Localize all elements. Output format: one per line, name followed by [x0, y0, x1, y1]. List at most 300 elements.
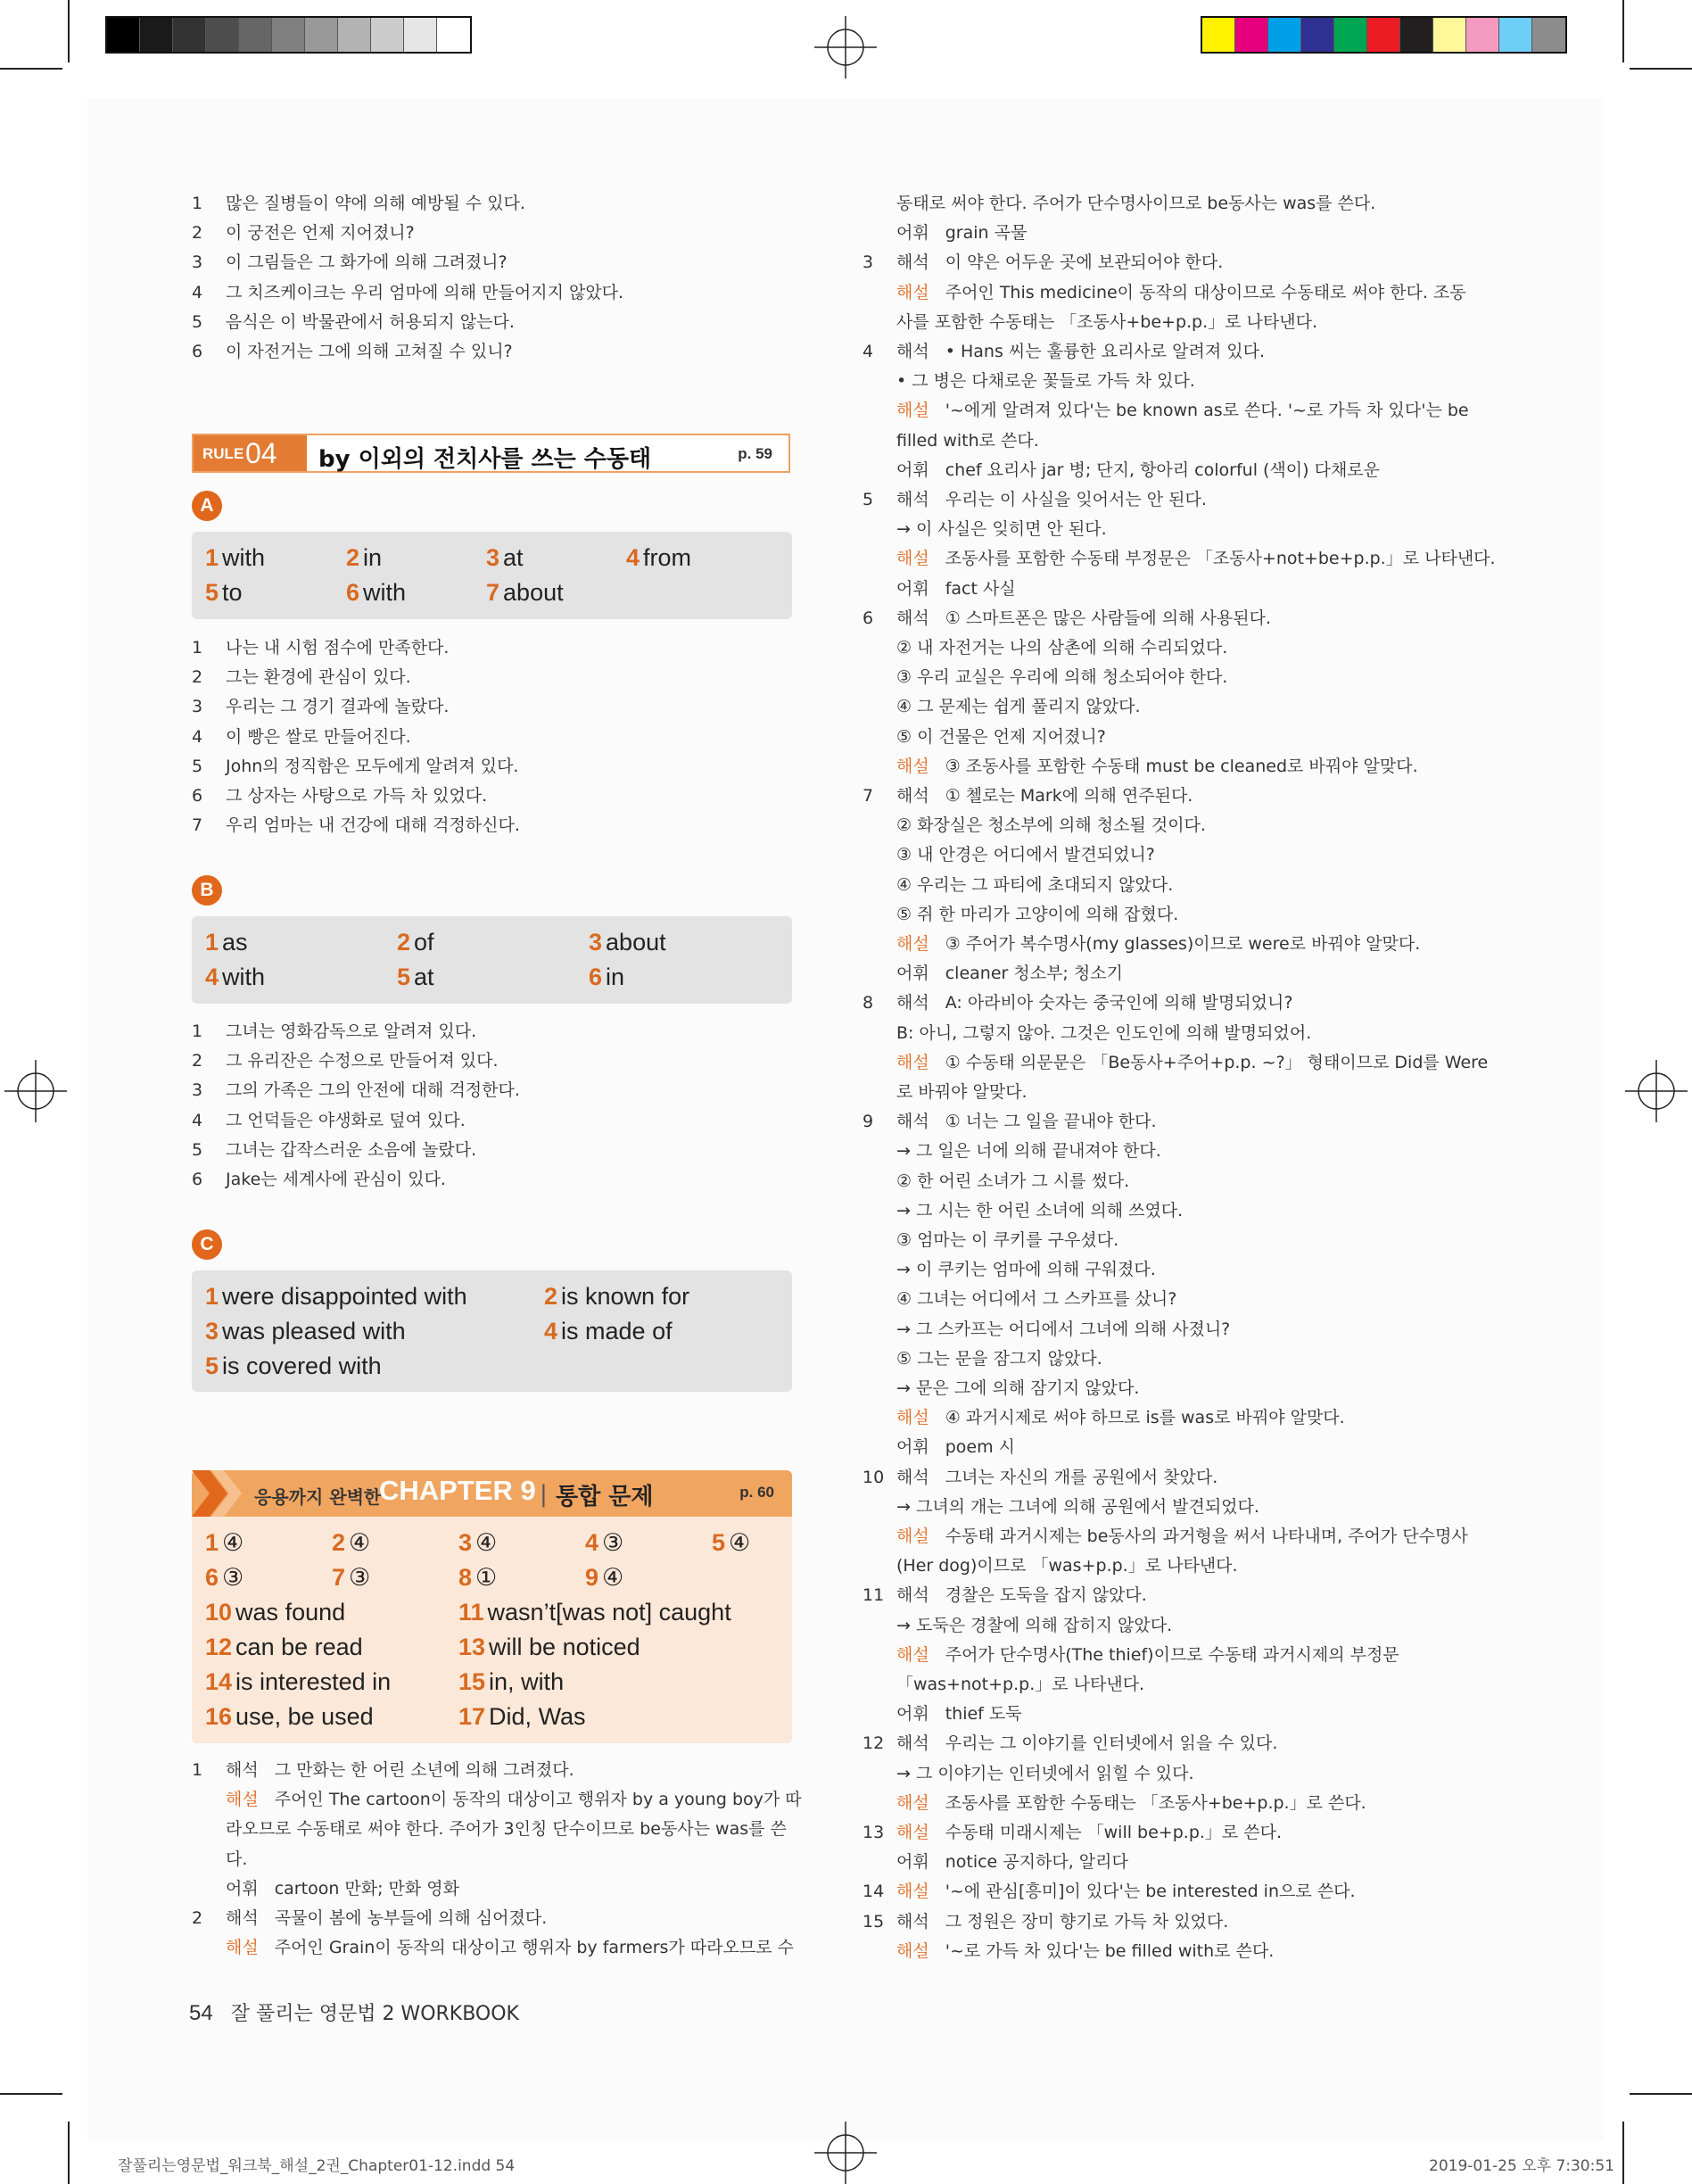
item-text: 그 상자는 사탕으로 가득 차 있었다.: [226, 786, 488, 806]
item-number: 2: [192, 223, 203, 244]
answer-value: was pleased with: [222, 1318, 406, 1344]
line-body: [896, 667, 1227, 687]
line-text: • Hans 씨는 훌륭한 요리사로 알려져 있다.: [945, 342, 1266, 361]
explanation-line: [863, 782, 1193, 811]
line-text: ③ 우리 교실은 우리에 의해 청소되어야 한다.: [896, 667, 1228, 688]
line-body: [896, 845, 1155, 864]
answer-number: 1: [205, 929, 219, 956]
line-body: [896, 1912, 1228, 1932]
item-number: 5: [192, 311, 203, 332]
line-body: [896, 1616, 1172, 1635]
line-tag: 해설: [896, 1792, 929, 1813]
explanation-line: [192, 1874, 459, 1904]
answer-number: 7: [332, 1564, 346, 1591]
answer-number: 4: [626, 544, 640, 571]
answer-item: [205, 1318, 406, 1345]
answer-value: about: [606, 929, 666, 956]
item-number: 1: [192, 194, 203, 213]
item-number: 13: [863, 1823, 885, 1842]
item-text: 이 그림들은 그 화가에 의해 그려졌니?: [226, 252, 508, 273]
explanation-line: [863, 1493, 1259, 1522]
answer-item: [458, 1564, 497, 1592]
line-tag: 해설: [226, 1938, 259, 1958]
answer-item: [346, 544, 382, 572]
explanation-line: [863, 663, 1227, 692]
line-tag: 해석: [896, 1585, 929, 1606]
line-tag: 해석: [896, 252, 929, 273]
answer-number: 2: [544, 1283, 558, 1310]
line-tag: 해석: [896, 993, 929, 1013]
answer-number: 2: [332, 1529, 346, 1556]
explanation-line: [863, 930, 1420, 959]
line-body: [896, 1141, 1161, 1161]
line-text: ② 한 어린 소녀가 그 시를 썼다.: [896, 1171, 1130, 1191]
answer-number: 3: [486, 544, 500, 571]
page-number: 54: [189, 2001, 213, 2025]
line-body: [896, 875, 1173, 895]
explanation-line: [863, 1848, 1128, 1877]
line-text: ② 내 자전거는 나의 삼촌에 의해 수리되었다.: [896, 638, 1228, 658]
chapter-header: [192, 1470, 792, 1517]
answer-value: was found: [235, 1599, 346, 1626]
line-body: [896, 1645, 1399, 1665]
line-text: (Her dog)이므로 「was+p.p.」로 나타낸다.: [896, 1556, 1238, 1576]
line-tag: 해설: [896, 1940, 929, 1961]
line-text: 주어가 단수명사(The thief)이므로 수동태 과거시제의 부정문: [945, 1644, 1399, 1665]
color-bar: [1201, 16, 1567, 54]
crop-mark: [0, 68, 62, 70]
answer-item: [205, 1634, 363, 1661]
explanation-line: [192, 1815, 787, 1844]
line-body: [896, 1378, 1139, 1398]
line-text: poem 시: [945, 1437, 1015, 1458]
answer-value: to: [222, 579, 243, 606]
line-text: '~로 가득 차 있다'는 be filled with로 쓴다.: [945, 1940, 1275, 1961]
line-tag: 해석: [896, 342, 929, 361]
explanation-line: [863, 900, 1178, 930]
item-text: 많은 질병들이 약에 의해 예방될 수 있다.: [226, 194, 525, 213]
color-swatch: [140, 18, 173, 52]
explanation-line: [863, 278, 1466, 308]
crop-mark: [1622, 2122, 1624, 2184]
answer-number: 6: [346, 579, 360, 606]
line-body: [896, 549, 1496, 568]
line-tag: 해석: [896, 786, 929, 806]
color-swatch: [1400, 18, 1433, 52]
explanation-line: [863, 1789, 1366, 1818]
line-text: 「was+not+p.p.」로 나타낸다.: [896, 1675, 1145, 1694]
explanation-line: [863, 575, 1016, 604]
line-body: [896, 1852, 1128, 1872]
line-body: [896, 1260, 1156, 1279]
line-tag: 해석: [896, 1733, 929, 1754]
answer-value: is known for: [561, 1283, 690, 1310]
answer-item: [205, 579, 243, 607]
rule-page-ref: p. 59: [738, 445, 772, 462]
explanation-line: [863, 1551, 1238, 1581]
line-body: [896, 1023, 1311, 1043]
item-text: 그의 가족은 그의 안전에 대해 걱정한다.: [226, 1080, 520, 1101]
line-body: [896, 757, 1418, 776]
explanation-line: [863, 1433, 1015, 1462]
line-text: → 문은 그에 의해 잠기지 않았다.: [896, 1378, 1140, 1398]
answer-value: ③: [222, 1564, 244, 1591]
explanation-line: [863, 1581, 1147, 1610]
slug-date: 2019-01-25 오후 7:30:51: [1429, 2157, 1614, 2175]
line-tag: 해설: [896, 756, 929, 776]
list-item: [192, 811, 520, 840]
line-text: '~에게 알려져 있다'는 be known as로 쓴다. '~로 가득 차 있다'는 be: [945, 401, 1469, 421]
line-text: → 이 쿠키는 엄마에 의해 구워졌다.: [896, 1260, 1156, 1280]
line-body: [226, 1908, 547, 1928]
line-body: [896, 1230, 1118, 1250]
answer-number: 5: [397, 964, 411, 990]
line-body: [896, 1201, 1183, 1220]
line-text: ④ 그 문제는 쉽게 풀리지 않았다.: [896, 697, 1141, 717]
list-item: [192, 308, 515, 337]
chapter-page-ref: p. 60: [739, 1484, 774, 1501]
color-swatch: [404, 18, 437, 52]
list-item: [192, 692, 449, 722]
rule-title: by 이외의 전치사를 쓰는 수동태: [318, 446, 652, 473]
explanation-line: [863, 219, 1027, 248]
line-text: ① 첼로는 Mark에 의해 연주된다.: [945, 786, 1193, 806]
line-body: [896, 342, 1265, 361]
explanation-line: [863, 189, 1375, 219]
item-text: 그는 환경에 관심이 있다.: [226, 667, 411, 688]
line-text: → 그녀의 개는 그녀에 의해 공원에서 발견되었다.: [896, 1496, 1259, 1517]
list-item: [192, 782, 487, 811]
answer-number: 5: [205, 1353, 219, 1379]
line-text: 라오므로 수동태로 써야 한다. 주어가 3인칭 단수이므로 be동사는 was를 쓴: [226, 1819, 787, 1840]
list-item: [192, 752, 518, 782]
line-text: ① 수동태 의문문은 「Be동사+주어+p.p. ~?」 형태이므로 Did를 Were: [945, 1052, 1489, 1072]
line-tag: 해설: [896, 1526, 929, 1546]
color-swatch: [239, 18, 272, 52]
answer-value: with: [363, 579, 407, 606]
line-tag: 해석: [226, 1908, 259, 1928]
item-text: 그 유리잔은 수정으로 만들어져 있다.: [226, 1051, 499, 1071]
line-body: [896, 1289, 1176, 1309]
line-text: ⑤ 그는 문을 잠그지 않았다.: [896, 1348, 1102, 1369]
answer-number: 10: [205, 1599, 233, 1626]
explanation-line: [863, 485, 1207, 515]
line-body: [896, 283, 1466, 302]
chevron-right-icon: [192, 1470, 245, 1517]
line-text: 조동사를 포함한 수동태는 「조동사+be+p.p.」로 쓴다.: [945, 1792, 1366, 1813]
explanation-line: [863, 1907, 1228, 1937]
item-text: 그녀는 영화감독으로 알려져 있다.: [226, 1022, 477, 1041]
explanation-line: [863, 1729, 1277, 1758]
registration-mark-icon: [814, 2122, 877, 2184]
rule-header: [192, 434, 790, 473]
explanation-line: [863, 456, 1380, 485]
line-text: 곡물이 봄에 농부들에 의해 심어졌다.: [274, 1908, 548, 1928]
item-number: 4: [192, 726, 203, 747]
explanation-line: [863, 1374, 1139, 1403]
answer-value: can be read: [235, 1634, 363, 1660]
answer-value: with: [222, 964, 266, 990]
answer-value: is interested in: [235, 1668, 392, 1695]
line-text: → 도둑은 경찰에 의해 잡히지 않았다.: [896, 1615, 1173, 1635]
item-number: 3: [192, 252, 203, 273]
line-body: [896, 252, 1223, 272]
line-text: ⑤ 쥐 한 마리가 고양이에 의해 잡혔다.: [896, 904, 1179, 924]
line-body: [896, 964, 1123, 983]
crop-mark: [1630, 2093, 1692, 2095]
chapter-separator: |: [540, 1481, 548, 1508]
line-body: [896, 1556, 1238, 1576]
answer-value: in, with: [489, 1668, 565, 1695]
line-text: 동태로 써야 한다. 주어가 단수명사이므로 be동사는 was를 쓴다.: [896, 194, 1376, 213]
answer-item: [712, 1529, 750, 1557]
line-text: 조동사를 포함한 수동태 부정문은 「조동사+not+be+p.p.」로 나타낸다.: [945, 549, 1496, 569]
item-text: 그 치즈케이크는 우리 엄마에 의해 만들어지지 않았다.: [226, 282, 624, 302]
answer-number: 16: [205, 1703, 233, 1730]
line-body: [896, 1349, 1102, 1369]
explanation-line: [863, 1818, 1282, 1848]
answer-item: [397, 929, 434, 956]
line-body: [896, 1941, 1274, 1961]
rule-label: [194, 435, 307, 471]
explanation-line: [863, 1167, 1129, 1196]
line-body: [896, 1053, 1488, 1072]
color-swatch: [371, 18, 404, 52]
item-number: 2: [192, 667, 203, 688]
line-body: [226, 1760, 574, 1780]
line-body: [226, 1849, 247, 1869]
answer-item: [458, 1529, 497, 1557]
answer-number: 1: [205, 544, 219, 571]
line-tag: 해설: [896, 549, 929, 569]
item-number: 2: [192, 1051, 203, 1071]
answer-number: 9: [585, 1564, 599, 1591]
answer-item: [397, 964, 434, 991]
answer-value: as: [222, 929, 248, 956]
explanation-line: [863, 337, 1265, 367]
list-item: [192, 278, 623, 308]
line-tag: 해설: [896, 1644, 929, 1665]
line-text: ⑤ 이 건물은 언제 지어졌니?: [896, 726, 1106, 747]
answer-number: 8: [458, 1564, 473, 1591]
explanation-line: [192, 1845, 247, 1874]
answer-item: [626, 544, 691, 572]
line-text: → 이 사실은 잊히면 안 된다.: [896, 519, 1107, 540]
item-number: 5: [863, 490, 874, 509]
section-b-badge: B: [192, 875, 222, 906]
line-body: [896, 1526, 1468, 1546]
line-body: [896, 519, 1107, 539]
line-tag: 어휘: [226, 1878, 259, 1899]
answer-value: at: [414, 964, 434, 990]
section-c-badge: C: [192, 1229, 222, 1260]
line-body: [896, 1764, 1194, 1783]
explanation-line: [863, 1611, 1172, 1641]
item-number: 7: [863, 786, 874, 806]
answer-item: [458, 1703, 586, 1731]
crop-mark: [1622, 0, 1624, 62]
answer-number: 13: [458, 1634, 486, 1660]
rule-label-text: RULE: [202, 445, 244, 462]
crop-mark: [68, 2122, 70, 2184]
explanation-line: [863, 692, 1141, 722]
explanation-line: [192, 1933, 794, 1963]
answer-value: wasn’t[was not] caught: [487, 1599, 731, 1626]
registration-mark-icon: [4, 1060, 67, 1122]
item-number: 14: [863, 1882, 885, 1902]
explanation-line: [863, 1344, 1102, 1374]
line-tag: 해설: [896, 401, 929, 421]
line-text: 그녀는 자신의 개를 공원에서 찾았다.: [945, 1467, 1218, 1487]
answer-number: 17: [458, 1703, 486, 1730]
item-number: 4: [192, 1110, 203, 1130]
answer-item: [205, 929, 248, 956]
item-number: 4: [192, 282, 203, 302]
line-text: ① 스마트폰은 많은 사람들에 의해 사용된다.: [945, 608, 1272, 628]
line-body: [896, 1112, 1157, 1131]
line-body: [896, 1082, 1028, 1102]
explanation-line: [863, 1641, 1399, 1670]
explanation-line: [863, 1670, 1144, 1700]
line-text: 주어인 This medicine이 동작의 대상이므로 수동태로 써야 한다. 조동: [945, 282, 1466, 302]
answer-item: [205, 964, 265, 991]
answer-number: 1: [205, 1529, 219, 1556]
line-body: [896, 1320, 1230, 1339]
color-swatch: [272, 18, 305, 52]
line-body: [896, 1408, 1345, 1427]
answer-number: 5: [205, 579, 219, 606]
answer-item: [589, 929, 666, 956]
answer-value: ③: [602, 1529, 624, 1556]
explanation-line: [863, 989, 1292, 1018]
list-item: [192, 1017, 476, 1046]
line-text: → 그 이야기는 인터넷에서 읽힐 수 있다.: [896, 1763, 1194, 1783]
answer-value: ④: [349, 1529, 371, 1556]
answer-value: use, be used: [235, 1703, 374, 1730]
line-body: [896, 194, 1375, 213]
line-tag: 해설: [896, 1052, 929, 1072]
slug-filename: 잘풀리는영문법_워크북_해설_2권_Chapter01-12.indd 54: [118, 2157, 516, 2175]
line-text: chef 요리사 jar 병; 단지, 항아리 colorful (색이) 다채로운: [945, 459, 1381, 480]
line-body: [896, 608, 1271, 628]
line-text: ④ 과거시제로 써야 하므로 is를 was로 바꿔야 알맞다.: [945, 1408, 1345, 1428]
answer-value: will be noticed: [489, 1634, 640, 1660]
line-text: 우리는 그 이야기를 인터넷에서 읽을 수 있다.: [945, 1733, 1278, 1754]
line-tag: 해석: [896, 1467, 929, 1487]
color-swatch: [173, 18, 206, 52]
line-tag: 해설: [896, 282, 929, 302]
list-item: [192, 1106, 466, 1136]
answer-item: [205, 1283, 467, 1311]
item-number: 4: [863, 342, 874, 361]
explanation-line: [863, 1315, 1230, 1344]
answer-value: ④: [475, 1529, 498, 1556]
answer-number: 11: [458, 1599, 484, 1626]
line-text: → 그 일은 너에 의해 끝내져야 한다.: [896, 1141, 1161, 1162]
line-body: [896, 1882, 1356, 1901]
line-tag: 해설: [896, 1408, 929, 1428]
line-body: [896, 579, 1016, 599]
line-text: ④ 그녀는 어디에서 그 스카프를 샀니?: [896, 1289, 1177, 1310]
line-text: '~에 관심[흥미]이 있다'는 be interested in으로 쓴다.: [945, 1882, 1356, 1902]
answer-item: [205, 544, 265, 572]
line-tag: 해석: [896, 490, 929, 509]
line-text: ② 화장실은 청소부에 의해 청소될 것이다.: [896, 815, 1206, 836]
answer-value: ③: [349, 1564, 371, 1591]
item-text: 나는 내 시험 점수에 만족한다.: [226, 638, 450, 658]
line-text: cartoon 만화; 만화 영화: [274, 1878, 460, 1899]
line-text: notice 공지하다, 알리다: [945, 1852, 1128, 1873]
explanation-line: [863, 308, 1317, 337]
line-text: ③ 주어가 복수명사(my glasses)이므로 were로 바꿔야 알맞다.: [945, 934, 1421, 954]
answer-value: ①: [475, 1564, 498, 1591]
line-body: [896, 1733, 1277, 1753]
answer-item: [458, 1634, 640, 1661]
item-number: 2: [192, 1908, 203, 1928]
answer-value: is covered with: [222, 1353, 382, 1379]
line-text: 수동태 과거시제는 be동사의 과거형을 써서 나타내며, 주어가 단수명사: [945, 1526, 1468, 1546]
line-body: [896, 934, 1420, 954]
item-number: 6: [192, 786, 203, 806]
answer-item: [332, 1529, 370, 1557]
line-tag: 해설: [896, 934, 929, 954]
line-body: [896, 1675, 1144, 1694]
line-text: 로 바꿔야 알맞다.: [896, 1082, 1028, 1102]
line-text: ③ 엄마는 이 쿠키를 구우셨다.: [896, 1230, 1119, 1250]
explanation-line: [192, 1785, 802, 1815]
item-number: 15: [863, 1911, 885, 1932]
list-item: [192, 1136, 476, 1165]
line-tag: 어휘: [896, 223, 929, 244]
list-item: [192, 1076, 520, 1105]
answer-value: from: [643, 544, 692, 571]
explanation-line: [863, 426, 1039, 456]
chapter-subtitle: 응용까지 완벽한: [254, 1486, 382, 1508]
line-tag: 해석: [896, 608, 929, 628]
line-text: 그 정원은 장미 향기로 가득 차 있었다.: [945, 1911, 1229, 1932]
answer-number: 1: [205, 1283, 219, 1310]
line-tag: 어휘: [896, 1704, 929, 1725]
line-body: [896, 490, 1207, 509]
line-body: [896, 223, 1027, 243]
explanation-line: [863, 1759, 1194, 1789]
color-swatch: [1433, 18, 1466, 52]
item-number: 5: [192, 756, 203, 776]
item-number: 3: [192, 697, 203, 717]
line-tag: 해석: [226, 1760, 259, 1780]
list-item: [192, 248, 508, 277]
answer-number: 4: [544, 1318, 558, 1344]
crop-mark: [1630, 68, 1692, 70]
explanation-line: [863, 871, 1173, 900]
line-text: 주어인 Grain이 동작의 대상이고 행위자 by farmers가 따라오므로 수: [274, 1938, 794, 1958]
line-text: grain 곡물: [945, 223, 1028, 244]
color-swatch: [1268, 18, 1301, 52]
section-b-answer-box: [192, 916, 792, 1004]
answer-number: 14: [205, 1668, 233, 1695]
color-swatch: [1367, 18, 1400, 52]
item-number: 9: [863, 1112, 874, 1132]
color-swatch: [305, 18, 338, 52]
line-body: [226, 1790, 802, 1809]
item-text: Jake는 세계사에 관심이 있다.: [226, 1170, 446, 1189]
item-number: 6: [863, 608, 874, 628]
item-text: 이 빵은 쌀로 만들어진다.: [226, 726, 411, 747]
answer-item: [589, 964, 624, 991]
answer-value: with: [222, 544, 266, 571]
line-text: 수동태 미래시제는 「will be+p.p.」로 쓴다.: [945, 1823, 1283, 1842]
answer-item: [585, 1564, 623, 1592]
